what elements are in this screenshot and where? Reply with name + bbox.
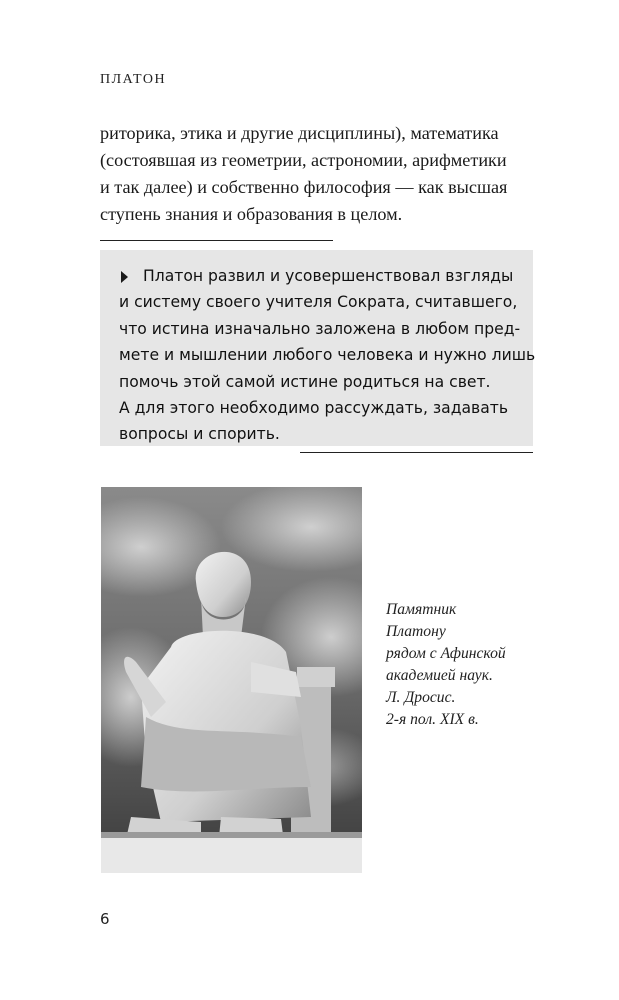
body-paragraph [100,120,540,228]
caption-line: Платону [386,623,446,640]
statue-photo [101,487,362,873]
callout-line: помочь этой самой истине родиться на свет. [119,372,491,391]
divider-top [100,240,333,241]
caption-line: рядом с Афинской [386,645,506,662]
callout-line: и систему своего учителя Сократа, считавшего, [119,293,518,312]
callout-line: что истина изначально заложена в любом пред- [119,319,521,338]
body-line: ступень знания и образования в целом. [100,204,403,224]
callout-line: мете и мышлении любого человека и нужно лишь [119,346,536,365]
running-head: ПЛАТОН [100,72,167,87]
caption-line: Л. Дросис. [386,689,456,706]
caption-line: Памятник [386,601,457,618]
caption-line: 2-я пол. XIX в. [386,711,479,728]
photo-caption [386,599,536,731]
body-line: и так далее) и собственно философия — как высшая [100,177,508,197]
body-line: (состоявшая из геометрии, астрономии, арифметики [100,150,507,170]
body-line: риторика, этика и другие дисциплины), математика [100,123,499,143]
callout-line: вопросы и спорить. [119,425,280,444]
caption-line: академией наук. [386,667,493,684]
page-number: 6 [100,910,110,928]
divider-bottom [300,452,533,453]
callout-line: А для этого необходимо рассуждать, задавать [119,399,509,418]
callout-text [119,263,539,448]
callout-line: Платон развил и усовершенствовал взгляды [143,267,514,285]
